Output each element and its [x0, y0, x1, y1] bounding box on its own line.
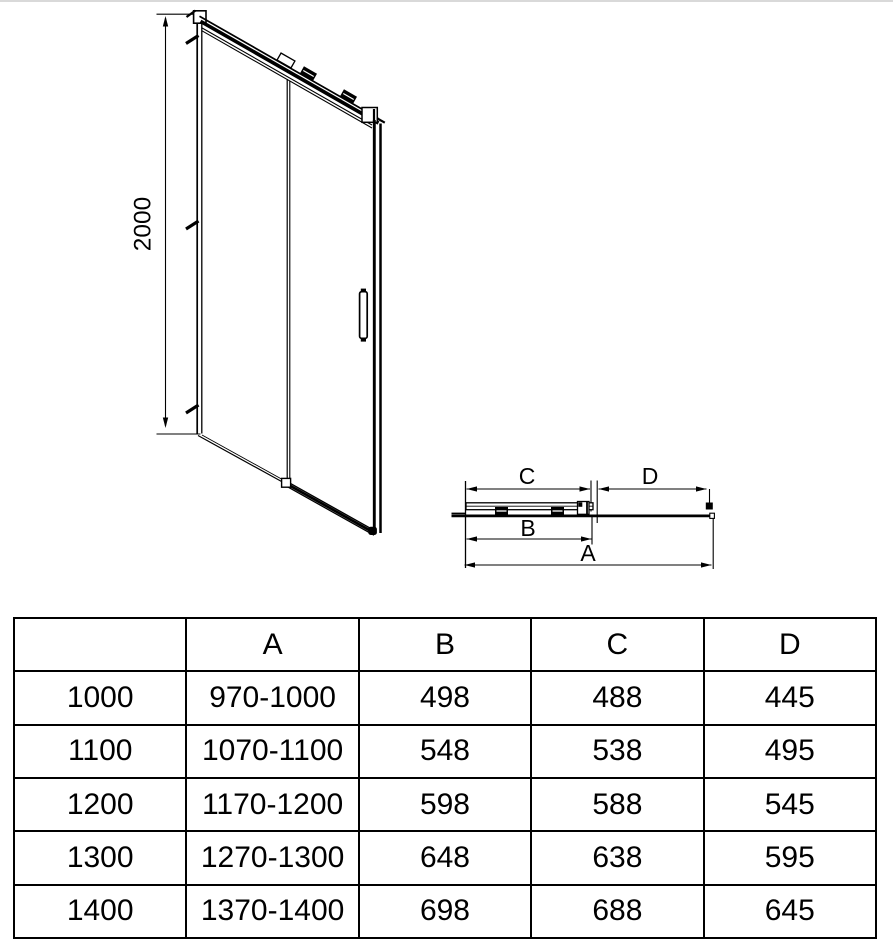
table-cell-b: 598 [359, 778, 531, 831]
table-cell-a: 1070-1100 [186, 725, 358, 778]
roller-icon [495, 507, 508, 515]
table-row [14, 778, 876, 831]
table-header-cell-b: B [359, 618, 531, 671]
right-door-profile [374, 119, 385, 534]
table-header-cell-size [14, 618, 186, 671]
table-cell-a: 1170-1200 [186, 778, 358, 831]
plan-view-drawing [452, 463, 715, 569]
guide-bracket [578, 502, 590, 515]
table-cell-size: 1100 [14, 725, 186, 778]
table-cell-d: 495 [704, 725, 876, 778]
table-cell-d: 595 [704, 831, 876, 884]
table-cell-b: 648 [359, 831, 531, 884]
door-handle [360, 289, 368, 342]
dimension-d-label: D [641, 463, 659, 489]
wall-fixing-block [706, 503, 713, 510]
table-cell-c: 638 [531, 831, 703, 884]
bottom-rail-end-cap [368, 527, 377, 535]
arrow-left-icon [599, 486, 610, 491]
table-cell-c: 588 [531, 778, 703, 831]
left-wall-profile [186, 11, 206, 435]
table-cell-a: 1270-1300 [186, 831, 358, 884]
arrow-right-icon [580, 486, 591, 491]
arrow-down-icon [163, 418, 168, 429]
table-cell-size: 1300 [14, 831, 186, 884]
arrow-right-icon [696, 486, 707, 491]
table-cell-a: 1370-1400 [186, 885, 358, 938]
table-cell-size: 1400 [14, 885, 186, 938]
table-row [14, 885, 876, 938]
table-cell-c: 488 [531, 671, 703, 724]
table-cell-size: 1200 [14, 778, 186, 831]
table-header-row [14, 618, 876, 671]
table-cell-a: 970-1000 [186, 671, 358, 724]
table-row [14, 831, 876, 884]
table-row [14, 725, 876, 778]
table-header-cell-c: C [531, 618, 703, 671]
table-cell-d: 645 [704, 885, 876, 938]
table-cell-b: 498 [359, 671, 531, 724]
table-header-cell-d: D [704, 618, 876, 671]
arrow-up-icon [163, 16, 168, 27]
table-cell-b: 698 [359, 885, 531, 938]
height-dimension-label: 2000 [129, 196, 157, 252]
size-table [13, 617, 877, 939]
bottom-rail-start-cap [282, 478, 291, 487]
table-cell-b: 548 [359, 725, 531, 778]
glass-end-cap [710, 513, 715, 518]
table-row [14, 671, 876, 724]
arrow-right-icon [701, 562, 712, 567]
table-cell-c: 688 [531, 885, 703, 938]
table-cell-d: 445 [704, 671, 876, 724]
arrow-left-icon [467, 486, 478, 491]
panel-overlap-edge [287, 79, 290, 481]
roller-icon [551, 507, 564, 515]
sliding-panel-section [466, 502, 593, 516]
table-cell-d: 545 [704, 778, 876, 831]
dimension-b-label: B [520, 515, 536, 541]
dimension-a-label: A [580, 540, 596, 566]
table-header-cell-a: A [186, 618, 358, 671]
dimension-c-label: C [518, 463, 536, 489]
front-view-drawing [130, 11, 385, 536]
table-cell-c: 538 [531, 725, 703, 778]
table-cell-size: 1000 [14, 671, 186, 724]
arrow-left-icon [467, 536, 478, 541]
top-rail [200, 16, 379, 128]
